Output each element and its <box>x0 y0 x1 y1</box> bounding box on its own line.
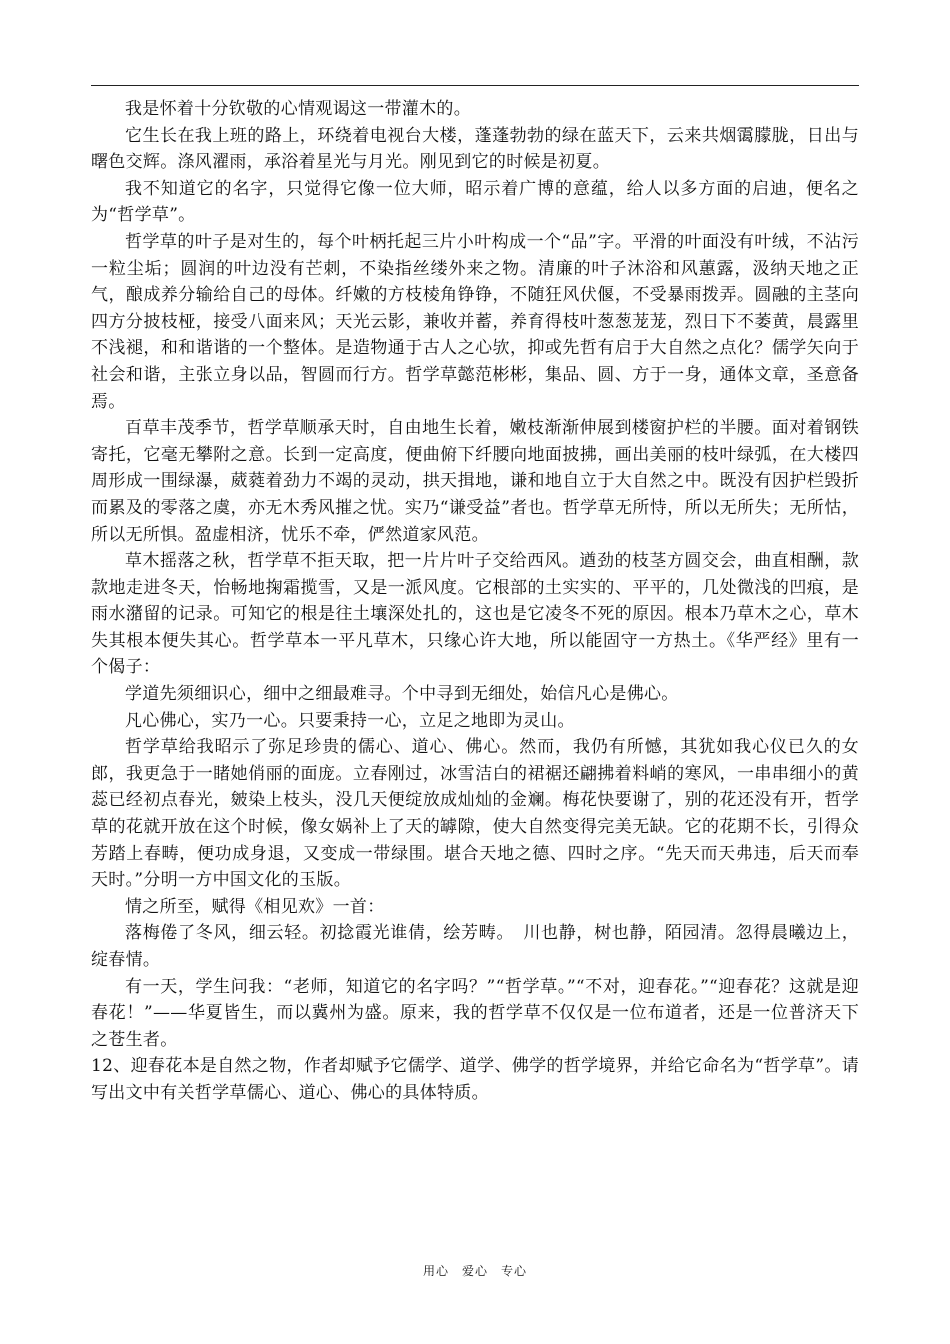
paragraph: 哲学草给我昭示了弥足珍贵的儒心、道心、佛心。然而，我仍有所憾，其犹如我心仪已久的女郎，我更急于一睹她俏丽的面庞。立春刚过，冰雪洁白的裙裾还翩拂着料峭的寒风，一串串细小的黄蕊已经初点春光，皴染上枝头，没几天便绽放成灿灿的金斓。梅花快要谢了，别的花还没有开，哲学草的花就开放在这个时候，像女娲补上了天的罅隙，使大自然变得完美无缺。它的花期不长，引得众芳踏上春畴，便功成身退，又变成一带绿围。堪合天地之德、四时之序。“先天而天弗违，后天而奉天时。”分明一方中国文化的玉版。 <box>91 737 859 891</box>
paragraph: 哲学草的叶子是对生的，每个叶柄托起三片小叶构成一个“品”字。平滑的叶面没有叶绒，不沾污一粒尘垢；圆润的叶边没有芒刺，不染指丝缕外来之物。清廉的叶子沐浴和风蕙露，汲纳天地之正气，酿成养分输给自己的母体。纤嫩的方枝棱角铮铮，不随狂风伏偃，不受暴雨拨弄。圆融的主茎向四方分披枝桠，接受八面来风；天光云影，兼收并蓄，养育得枝叶葱葱茏茏，烈日下不萎黄，晨露里不浅褪，和和谐谐的一个整体。是造物通于古人之心欤，抑或先哲有启于大自然之点化？儒学矢向于社会和谐，主张立身以品，智圆而行方。哲学草懿范彬彬，集品、圆、方于一身，通体文章，圣意备焉。 <box>91 231 859 412</box>
paragraph: 草木摇落之秋，哲学草不拒天取，把一片片叶子交给西风。遒劲的枝茎方圆交会，曲直相酬，款款地走进冬天，怡畅地掬霜揽雪，又是一派风度。它根部的土实实的、平平的，几处微浅的凹痕，是雨水潴留的记录。可知它的根是往土壤深处扎的，这也是它凌冬不死的原因。根本乃草木之心，草木失其根本便失其心。哲学草本一平凡草木，只缘心许大地，所以能固守一方热土。《华严经》里有一个偈子： <box>91 551 859 678</box>
poem-paragraph: 落梅倦了冬风，细云轻。初捻霞光谁倩，绘芳畴。 川也静，树也静，陌园清。忽得晨曦边上，绽春情。 <box>91 923 859 970</box>
paragraph: 我不知道它的名字，只觉得它像一位大师，昭示着广博的意蕴，给人以多方面的启迪，便名之为“哲学草”。 <box>91 178 859 226</box>
paragraph: 百草丰茂季节，哲学草顺承天时，自由地生长着，嫩枝渐渐伸展到楼窗护栏的半腰。面对着钢铁寄托，它毫无攀附之意。长到一定高度，便曲俯下纤腰向地面披拂，画出美丽的枝叶绿弧，在大楼四周形成一围绿瀑，葳蕤着劲力不竭的灵动，拱天揖地，谦和地自立于大自然之中。既没有因护栏毁折而累及的零落之虞，亦无木秀风摧之忧。实乃“谦受益”者也。哲学草无所恃，所以无所失；无所怙，所以无所惧。盈虚相济，忧乐不牵，俨然道家风范。 <box>91 418 859 545</box>
article-body <box>91 96 859 1107</box>
paragraph: 它生长在我上班的路上，环绕着电视台大楼，蓬蓬勃勃的绿在蓝天下，云来共烟霭朦胧，日出与曙色交辉。涤风濯雨，承浴着星光与月光。刚见到它的时候是初夏。 <box>91 125 859 173</box>
paragraph: 我是怀着十分钦敬的心情观谒这一带灌木的。 <box>125 99 471 119</box>
paragraph: 情之所至，赋得《相见欢》一首： <box>125 896 385 917</box>
question-12: 12、迎春花本是自然之物，作者却赋予它儒学、道学、佛学的哲学境界，并给它命名为“哲学草”。请写出文中有关哲学草儒心、道心、佛心的具体特质。 <box>91 1056 859 1103</box>
page-footer: 用心 爱心 专心 <box>422 1264 527 1278</box>
header-rule <box>91 85 859 86</box>
paragraph: 凡心佛心，实乃一心。只要秉持一心，立足之地即为灵山。 <box>125 710 575 731</box>
paragraph: 有一天，学生问我：“老师，知道它的名字吗？”“哲学草。”“不对，迎春花。”“迎春花？这就是迎春花！”——华夏皆生，而以冀州为盛。原来，我的哲学草不仅仅是一位布道者，还是一位普济天下之苍生者。 <box>91 976 859 1050</box>
verse-line: 学道先须细识心，细中之细最难寻。个中寻到无细处，始信凡心是佛心。 <box>125 684 679 705</box>
